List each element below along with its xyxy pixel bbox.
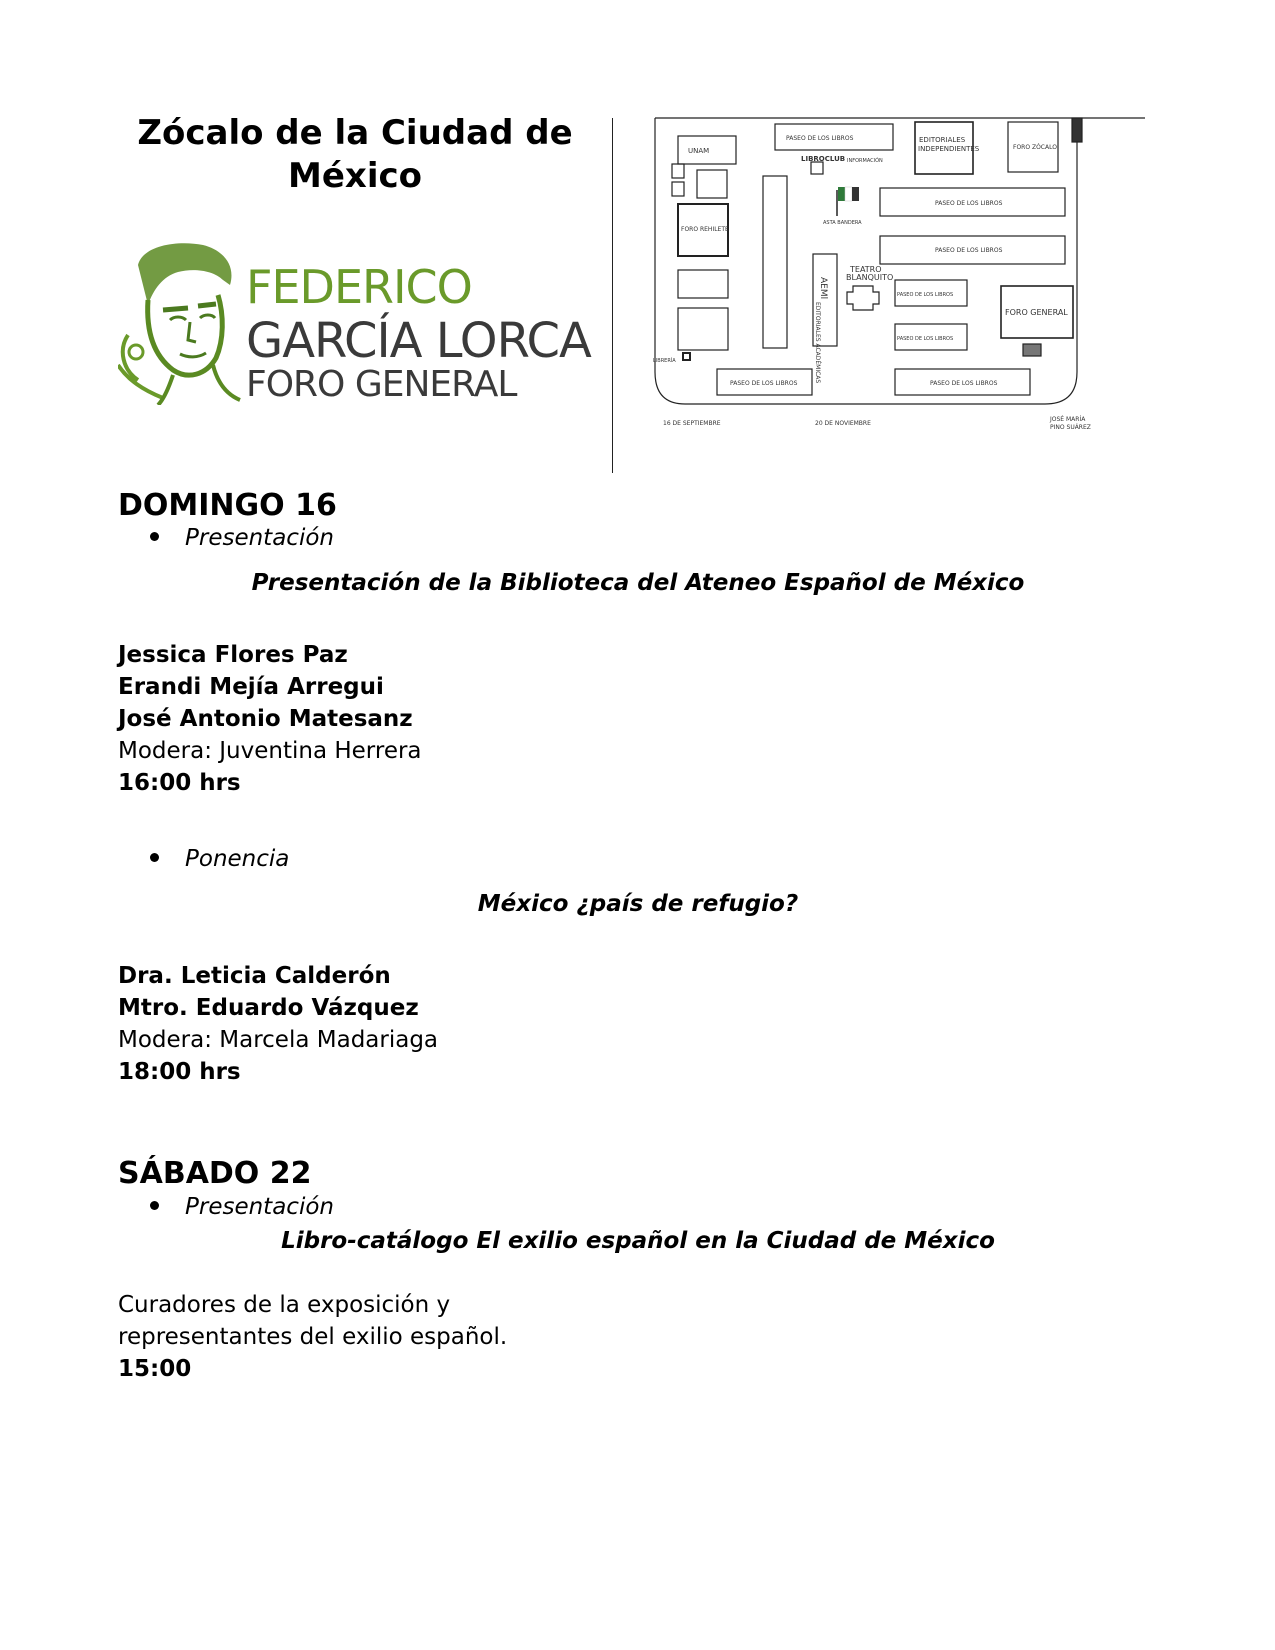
- divider-line: [612, 118, 613, 473]
- logo-line-foro-general: FORO GENERAL: [246, 364, 517, 405]
- logo-line-garcia-lorca: GARCÍA LORCA: [246, 313, 591, 369]
- event-type: Ponencia: [150, 846, 289, 872]
- map-label-informacion: INFORMACIÓN: [847, 158, 883, 164]
- map-label-street-3a: JOSÉ MARÍA: [1050, 416, 1086, 423]
- bullet-icon: [150, 532, 159, 541]
- logo-line-federico: FEDERICO: [246, 260, 472, 314]
- map-label-foro-zocalo: FORO ZÓCALO: [1013, 144, 1057, 151]
- map-label-paseo-1: PASEO DE LOS LIBROS: [935, 200, 1003, 207]
- map-label-editoriales-1: EDITORIALES: [919, 136, 966, 144]
- map-label-asta: ASTA BANDERA: [823, 220, 862, 226]
- bullet-icon: [150, 1201, 159, 1210]
- moderator: Modera: Marcela Madariaga: [118, 1027, 439, 1053]
- map-label-paseo-4: PASEO DE LOS LIBROS: [897, 336, 954, 342]
- event-description: Curadores de la exposición y: [118, 1292, 451, 1318]
- map-label-paseo-2: PASEO DE LOS LIBROS: [935, 247, 1003, 254]
- event-time: 18:00 hrs: [118, 1059, 241, 1085]
- event-time: 16:00 hrs: [118, 770, 241, 796]
- event-title: Libro-catálogo El exilio español en la Ciudad de México: [281, 1228, 995, 1254]
- event-type: Presentación: [150, 1194, 334, 1220]
- moderator: Modera: Juventina Herrera: [118, 738, 422, 764]
- map-label-street-3b: PINO SUÁREZ: [1050, 424, 1091, 431]
- garcia-lorca-logo: [118, 240, 598, 420]
- map-label-libreria: LIBRERÍA: [653, 358, 676, 364]
- speaker: Mtro. Eduardo Vázquez: [118, 995, 419, 1021]
- map-label-foro-rehilete: FORO REHILETE: [681, 226, 729, 233]
- speaker: Erandi Mejía Arregui: [118, 674, 384, 700]
- speaker: Dra. Leticia Calderón: [118, 963, 391, 989]
- event-title: Presentación de la Biblioteca del Ateneo Español de México: [251, 570, 1025, 596]
- map-label-libroclub: LIBROCLUB: [801, 155, 846, 163]
- speaker: Jessica Flores Paz: [118, 642, 348, 668]
- map-label-aeml: AEMl: [818, 277, 828, 300]
- day-heading: SÁBADO 22: [118, 1156, 312, 1191]
- lorca-portrait-icon: [118, 240, 243, 405]
- bullet-icon: [150, 853, 159, 862]
- venue-title: [130, 112, 580, 198]
- map-label-street-2: 20 DE NOVIEMBRE: [815, 420, 871, 427]
- map-label-editoriales-acad: EDITORIALES ACADÉMICAS: [814, 302, 821, 384]
- map-label-paseo-5: PASEO DE LOS LIBROS: [730, 380, 798, 387]
- map-label-teatro-2: BLANQUITO: [846, 273, 894, 282]
- venue-title-line1: Zócalo de la Ciudad de: [137, 113, 573, 153]
- map-label-paseo-3: PASEO DE LOS LIBROS: [897, 292, 954, 298]
- map-label-teatro-1: TEATRO: [850, 265, 882, 274]
- fair-map: [625, 112, 1155, 457]
- day-heading: DOMINGO 16: [118, 488, 337, 523]
- map-label-street-1: 16 DE SEPTIEMBRE: [663, 420, 721, 427]
- map-label-editoriales-2: INDEPENDIENTES: [918, 145, 980, 153]
- event-time: 15:00: [118, 1356, 192, 1382]
- flag-icon: [837, 187, 859, 216]
- event-description: representantes del exilio español.: [118, 1324, 508, 1350]
- map-label-foro-general: FORO GENERAL: [1005, 308, 1068, 317]
- map-label-paseo-top: PASEO DE LOS LIBROS: [786, 135, 854, 142]
- venue-title-line2: México: [288, 156, 422, 196]
- map-label-unam: UNAM: [688, 147, 710, 155]
- speaker: José Antonio Matesanz: [118, 706, 413, 732]
- map-label-paseo-6: PASEO DE LOS LIBROS: [930, 380, 998, 387]
- event-type: Presentación: [150, 525, 334, 551]
- event-title: México ¿país de refugio?: [477, 891, 799, 917]
